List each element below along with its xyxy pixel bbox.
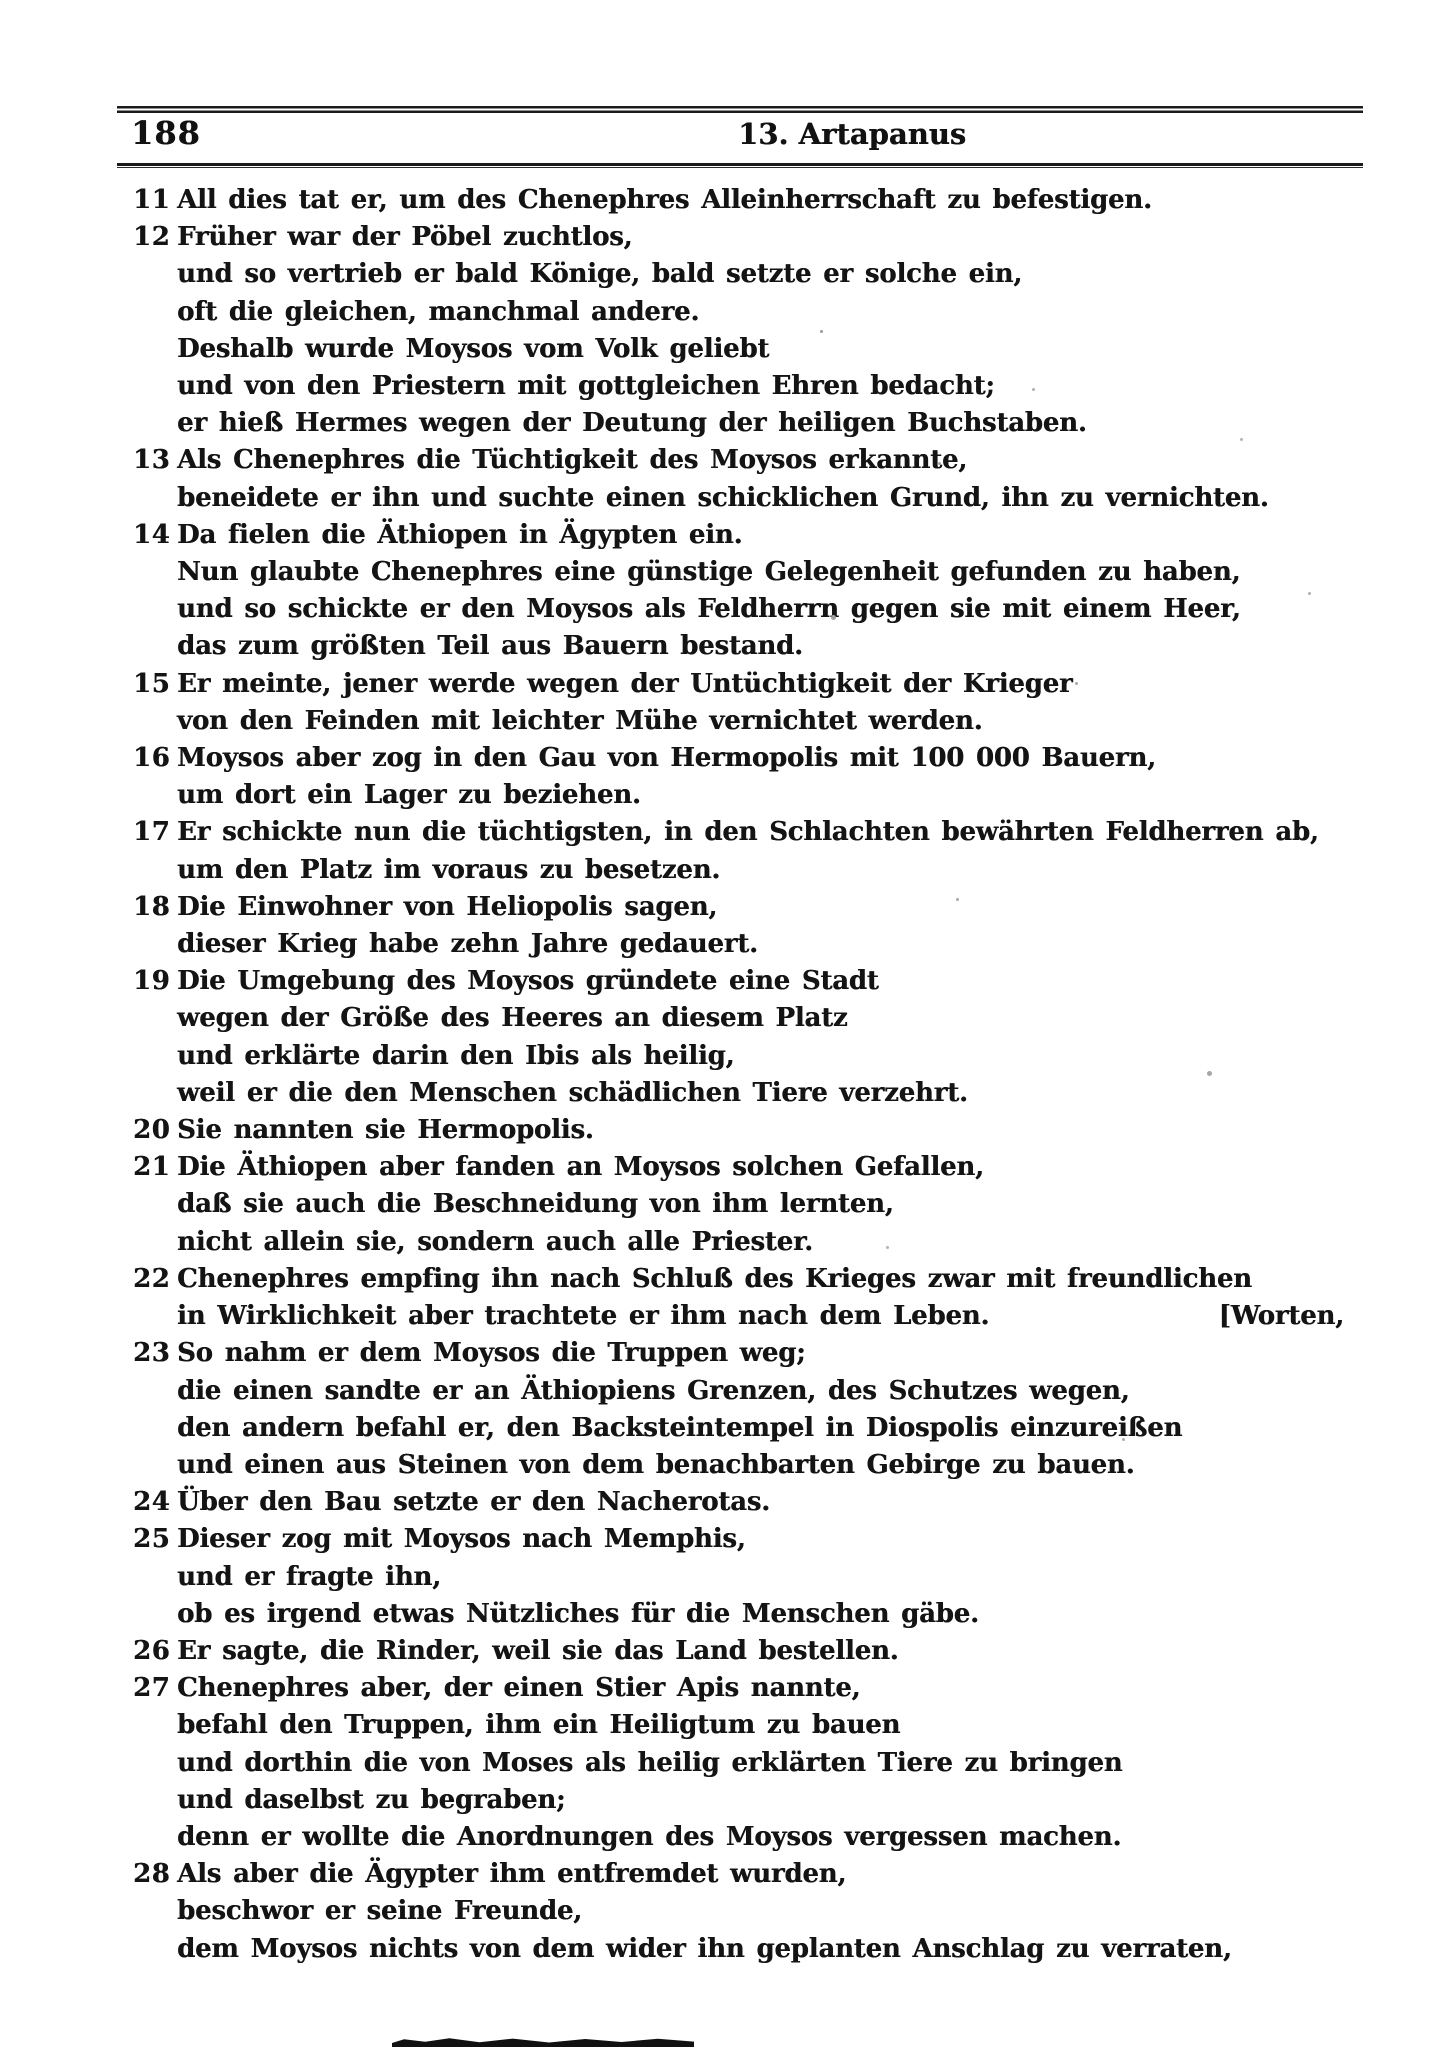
- verse-line: [177, 1298, 1344, 1335]
- verse-number: 21: [133, 1152, 171, 1183]
- verse-line: [177, 1373, 1344, 1410]
- verse-line-text: und so vertrieb er bald Könige, bald setzte er solche ein,: [177, 259, 1023, 290]
- verse-number: 18: [133, 891, 171, 922]
- verse-line-text: er hieß Hermes wegen der Deutung der heiligen Buchstaben.: [177, 408, 1087, 439]
- verse: [133, 814, 1344, 888]
- verse-line-text: und dorthin die von Moses als heilig erklärten Tiere zu bringen: [177, 1747, 1123, 1778]
- verse-number: 19: [133, 966, 171, 997]
- verse-line: [177, 1596, 1344, 1633]
- verse-line: [177, 1559, 1344, 1596]
- verse-line: [177, 480, 1344, 517]
- verse-line-text: ob es irgend etwas Nützliches für die Menschen gäbe.: [177, 1598, 979, 1629]
- verse: [133, 1521, 1344, 1633]
- verse-line: [177, 1819, 1344, 1856]
- verse-line: [177, 926, 1344, 963]
- verse-line-text: Als Chenephres die Tüchtigkeit des Moysos erkannte,: [177, 445, 968, 476]
- verse-line: [177, 1856, 1344, 1893]
- verse-number: 17: [133, 817, 171, 848]
- verse-line-text: das zum größten Teil aus Bauern bestand.: [177, 631, 803, 662]
- verse-line: [177, 852, 1344, 889]
- page-bottom-cutoff-artifact: [392, 2037, 694, 2047]
- verse-line: [177, 1745, 1344, 1782]
- scan-noise: [820, 330, 823, 333]
- verse-line: [177, 517, 1344, 554]
- verse-line-text: in Wirklichkeit aber trachtete er ihm nach dem Leben.: [177, 1301, 990, 1332]
- verse-number: 14: [133, 519, 171, 550]
- verse: [133, 1856, 1344, 1968]
- verse-line: [177, 1075, 1344, 1112]
- verse: [133, 517, 1344, 666]
- verse-line: [177, 1000, 1344, 1037]
- header-rule-top: [117, 106, 1363, 113]
- verse-number: 12: [133, 222, 171, 253]
- verse-line-text: Sie nannten sie Hermopolis.: [177, 1115, 594, 1146]
- verse-line: [177, 331, 1344, 368]
- verse-line: [177, 777, 1344, 814]
- verse-line-text: und daselbst zu begraben;: [177, 1784, 566, 1815]
- verse-line: [177, 442, 1344, 479]
- verse-line-text: Er sagte, die Rinder, weil sie das Land bestellen.: [177, 1635, 899, 1666]
- verse-line-text: Er meinte, jener werde wegen der Untüchtigkeit der Krieger: [177, 668, 1073, 699]
- verse: [133, 442, 1344, 516]
- verse: [133, 1670, 1344, 1856]
- verse-line-text: und so schickte er den Moysos als Feldherrn gegen sie mit einem Heer,: [177, 594, 1241, 625]
- verse-line: [177, 1224, 1344, 1261]
- verse-line: [177, 256, 1344, 293]
- verse-line-text: um dort ein Lager zu beziehen.: [177, 780, 641, 811]
- verse-number: 23: [133, 1338, 171, 1369]
- verse-line: [177, 1707, 1344, 1744]
- verse-line-text: beneidete er ihn und suchte einen schicklichen Grund, ihn zu vernichten.: [177, 482, 1269, 513]
- verse-line: [177, 182, 1344, 219]
- verse-line-text: Als aber die Ägypter ihm entfremdet wurden,: [177, 1859, 847, 1890]
- verse-line-text: die einen sandte er an Äthiopiens Grenzen, des Schutzes wegen,: [177, 1375, 1130, 1406]
- verse-line: [177, 219, 1344, 256]
- verse-line: [177, 1447, 1344, 1484]
- verse: [133, 1484, 1344, 1521]
- verse-line-text: Die Einwohner von Heliopolis sagen,: [177, 891, 718, 922]
- verse-number: 27: [133, 1673, 171, 1704]
- verse-line-text: oft die gleichen, manchmal andere.: [177, 296, 700, 327]
- verse-line: [177, 666, 1344, 703]
- verse-line: [177, 1931, 1344, 1968]
- verse-line: [177, 814, 1344, 851]
- verse-line: [177, 1261, 1344, 1298]
- verse: [133, 963, 1344, 1112]
- verse-number: 22: [133, 1263, 171, 1294]
- verse-line-text: und erklärte darin den Ibis als heilig,: [177, 1040, 735, 1071]
- verse-line-text: Chenephres aber, der einen Stier Apis nannte,: [177, 1673, 861, 1704]
- verse-line: [177, 1112, 1344, 1149]
- verse-line-text: All dies tat er, um des Chenephres Alleinherrschaft zu befestigen.: [177, 185, 1152, 215]
- verse: [133, 1633, 1344, 1670]
- verse-line-text: Nun glaubte Chenephres eine günstige Gelegenheit gefunden zu haben,: [177, 557, 1241, 588]
- verse-line-text: nicht allein sie, sondern auch alle Priester.: [177, 1226, 813, 1257]
- verse-line-text: weil er die den Menschen schädlichen Tiere verzehrt.: [177, 1077, 968, 1108]
- verse: [133, 219, 1344, 442]
- verse-line: [177, 628, 1344, 665]
- verse-line: [177, 591, 1344, 628]
- verse-line-text: Da fielen die Äthiopen in Ägypten ein.: [177, 519, 743, 550]
- verse-line-text: Früher war der Pöbel zuchtlos,: [177, 222, 633, 253]
- verse-line: [177, 889, 1344, 926]
- verse-line: [177, 1335, 1344, 1372]
- verse-line-text: wegen der Größe des Heeres an diesem Platz: [177, 1003, 848, 1034]
- verse: [133, 666, 1344, 740]
- verse-line-text: Moysos aber zog in den Gau von Hermopolis mit 100 000 Bauern,: [177, 743, 1156, 774]
- verse-number: 25: [133, 1524, 171, 1555]
- verse-line: [177, 1782, 1344, 1819]
- verse: [133, 1335, 1344, 1484]
- running-title: 13. Artapanus: [738, 117, 967, 151]
- verse-line-text: von den Feinden mit leichter Mühe vernichtet werden.: [177, 705, 983, 736]
- verse-line-text: um den Platz im voraus zu besetzen.: [177, 854, 721, 885]
- verse-line: [177, 294, 1344, 331]
- verse-line-text: den andern befahl er, den Backsteintempel in Diospolis einzureißen: [177, 1412, 1183, 1443]
- verse-line-text: Dieser zog mit Moysos nach Memphis,: [177, 1524, 746, 1555]
- verse-line: [177, 1186, 1344, 1223]
- verse-line: [177, 554, 1344, 591]
- verse: [133, 889, 1344, 963]
- verse-line: [177, 368, 1344, 405]
- verse-line: [177, 740, 1344, 777]
- verse-line-text: Chenephres empfing ihn nach Schluß des Krieges zwar mit freundlichen: [177, 1263, 1252, 1294]
- verse-line: [177, 1670, 1344, 1707]
- verse: [133, 740, 1344, 814]
- verse-line-text: befahl den Truppen, ihm ein Heiligtum zu bauen: [177, 1710, 901, 1741]
- verse-line-text: Er schickte nun die tüchtigsten, in den Schlachten bewährten Feldherren ab,: [177, 817, 1319, 848]
- verse-number: 28: [133, 1859, 171, 1890]
- verse-line-text: Die Äthiopen aber fanden an Moysos solchen Gefallen,: [177, 1152, 984, 1183]
- verse-line-text: dieser Krieg habe zehn Jahre gedauert.: [177, 929, 758, 960]
- verse-number: 24: [133, 1487, 171, 1518]
- verse-line: [177, 1633, 1344, 1670]
- verse: [133, 1112, 1344, 1149]
- verse-line-text: und von den Priestern mit gottgleichen Ehren bedacht;: [177, 371, 995, 402]
- verse-line: [177, 1038, 1344, 1075]
- verse-number: 20: [133, 1115, 171, 1146]
- verse-line-text: So nahm er dem Moysos die Truppen weg;: [177, 1338, 806, 1369]
- verse-line-text: Über den Bau setzte er den Nacherotas.: [177, 1487, 771, 1518]
- verse-text-block: [133, 182, 1344, 1968]
- verse-number: 26: [133, 1635, 171, 1666]
- verse-line: [177, 1521, 1344, 1558]
- verse-line: [177, 1149, 1344, 1186]
- verse: [133, 1261, 1344, 1335]
- verse-number: 15: [133, 668, 171, 699]
- verse: [133, 1149, 1344, 1261]
- verse-line: [177, 703, 1344, 740]
- header-rule-bottom: [117, 163, 1363, 168]
- verse-line-text: Deshalb wurde Moysos vom Volk geliebt: [177, 333, 770, 364]
- verse-line-text: denn er wollte die Anordnungen des Moysos vergessen machen.: [177, 1821, 1122, 1852]
- verse-line-text: beschwor er seine Freunde,: [177, 1896, 583, 1927]
- verse-line-text: und einen aus Steinen von dem benachbarten Gebirge zu bauen.: [177, 1449, 1135, 1480]
- verse-line: [177, 1893, 1344, 1930]
- verse-line: [177, 1484, 1344, 1521]
- verse-line: [177, 1410, 1344, 1447]
- verse: [133, 182, 1344, 219]
- verse-line: [177, 405, 1344, 442]
- verse-line-text: und er fragte ihn,: [177, 1561, 441, 1592]
- verse-line-text: dem Moysos nichts von dem wider ihn geplanten Anschlag zu verraten,: [177, 1933, 1232, 1964]
- verse-line-text: daß sie auch die Beschneidung von ihm lernten,: [177, 1189, 894, 1220]
- verse-number: 11: [133, 185, 171, 215]
- verse-line-text: Die Umgebung des Moysos gründete eine Stadt: [177, 966, 879, 997]
- verse-number: 13: [133, 445, 171, 476]
- verse-line: [177, 963, 1344, 1000]
- verse-number: 16: [133, 743, 171, 774]
- page-number: 188: [131, 114, 201, 152]
- turnover-word: [Worten,: [1218, 1301, 1344, 1332]
